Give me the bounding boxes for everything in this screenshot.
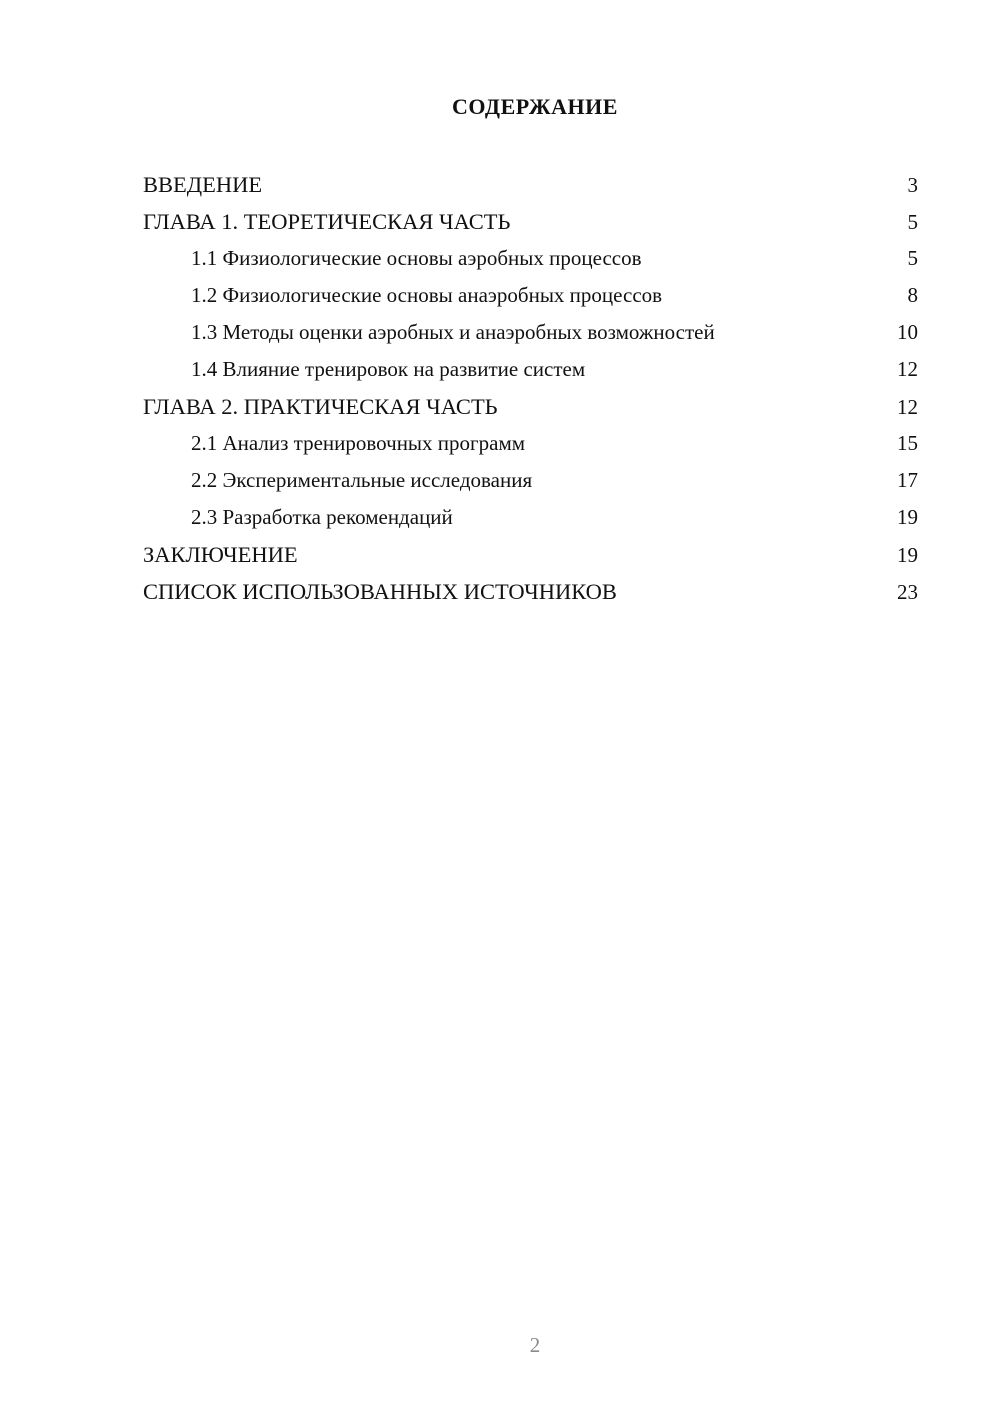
toc-entry[interactable] xyxy=(143,388,918,425)
toc-entry-page: 3 xyxy=(907,173,918,197)
toc-entry-page: 19 xyxy=(897,543,918,567)
toc-subentry[interactable] xyxy=(143,462,918,499)
toc-entry-text: ГЛАВА 1. ТЕОРЕТИЧЕСКАЯ ЧАСТЬ xyxy=(143,209,511,234)
toc-subentry[interactable] xyxy=(143,277,918,314)
toc-entry-text: 2.2 Экспериментальные исследования xyxy=(191,468,533,492)
toc-entry-page: 23 xyxy=(897,580,918,604)
page-title: СОДЕРЖАНИЕ xyxy=(452,94,618,119)
toc-entry-page: 12 xyxy=(897,357,918,381)
toc-entry[interactable] xyxy=(143,203,918,240)
toc-entry-text: 1.3 Методы оценки аэробных и анаэробных возможностей xyxy=(191,320,715,344)
table-of-contents xyxy=(143,166,918,610)
toc-entry-text: 2.1 Анализ тренировочных программ xyxy=(191,431,526,455)
toc-entry-text: 1.1 Физиологические основы аэробных процессов xyxy=(191,246,642,270)
toc-subentry[interactable] xyxy=(143,499,918,536)
toc-entry-page: 5 xyxy=(907,210,918,234)
toc-entry-text: 2.3 Разработка рекомендаций xyxy=(191,505,453,529)
toc-subentry[interactable] xyxy=(143,351,918,388)
toc-subentry[interactable] xyxy=(143,425,918,462)
toc-entry-text: ВВЕДЕНИЕ xyxy=(143,172,263,197)
toc-entry-page: 12 xyxy=(897,395,918,419)
toc-entry-text: 1.2 Физиологические основы анаэробных процессов xyxy=(191,283,663,307)
toc-entry-text: 1.4 Влияние тренировок на развитие систем xyxy=(191,357,586,381)
toc-entry-page: 8 xyxy=(907,283,918,307)
toc-entry-text: ЗАКЛЮЧЕНИЕ xyxy=(143,542,298,567)
toc-subentry[interactable] xyxy=(143,314,918,351)
toc-entry-page: 10 xyxy=(897,320,918,344)
toc-subentry[interactable] xyxy=(143,240,918,277)
toc-entry-text: ГЛАВА 2. ПРАКТИЧЕСКАЯ ЧАСТЬ xyxy=(143,394,498,419)
toc-entry-page: 17 xyxy=(897,468,918,492)
page-number: 2 xyxy=(529,1333,541,1357)
toc-entry[interactable] xyxy=(143,166,918,203)
toc-entry-page: 19 xyxy=(897,505,918,529)
toc-entry-page: 5 xyxy=(907,246,918,270)
toc-entry[interactable] xyxy=(143,573,918,610)
toc-entry-page: 15 xyxy=(897,431,918,455)
toc-entry[interactable] xyxy=(143,536,918,573)
toc-entry-text: СПИСОК ИСПОЛЬЗОВАННЫХ ИСТОЧНИКОВ xyxy=(143,579,617,604)
